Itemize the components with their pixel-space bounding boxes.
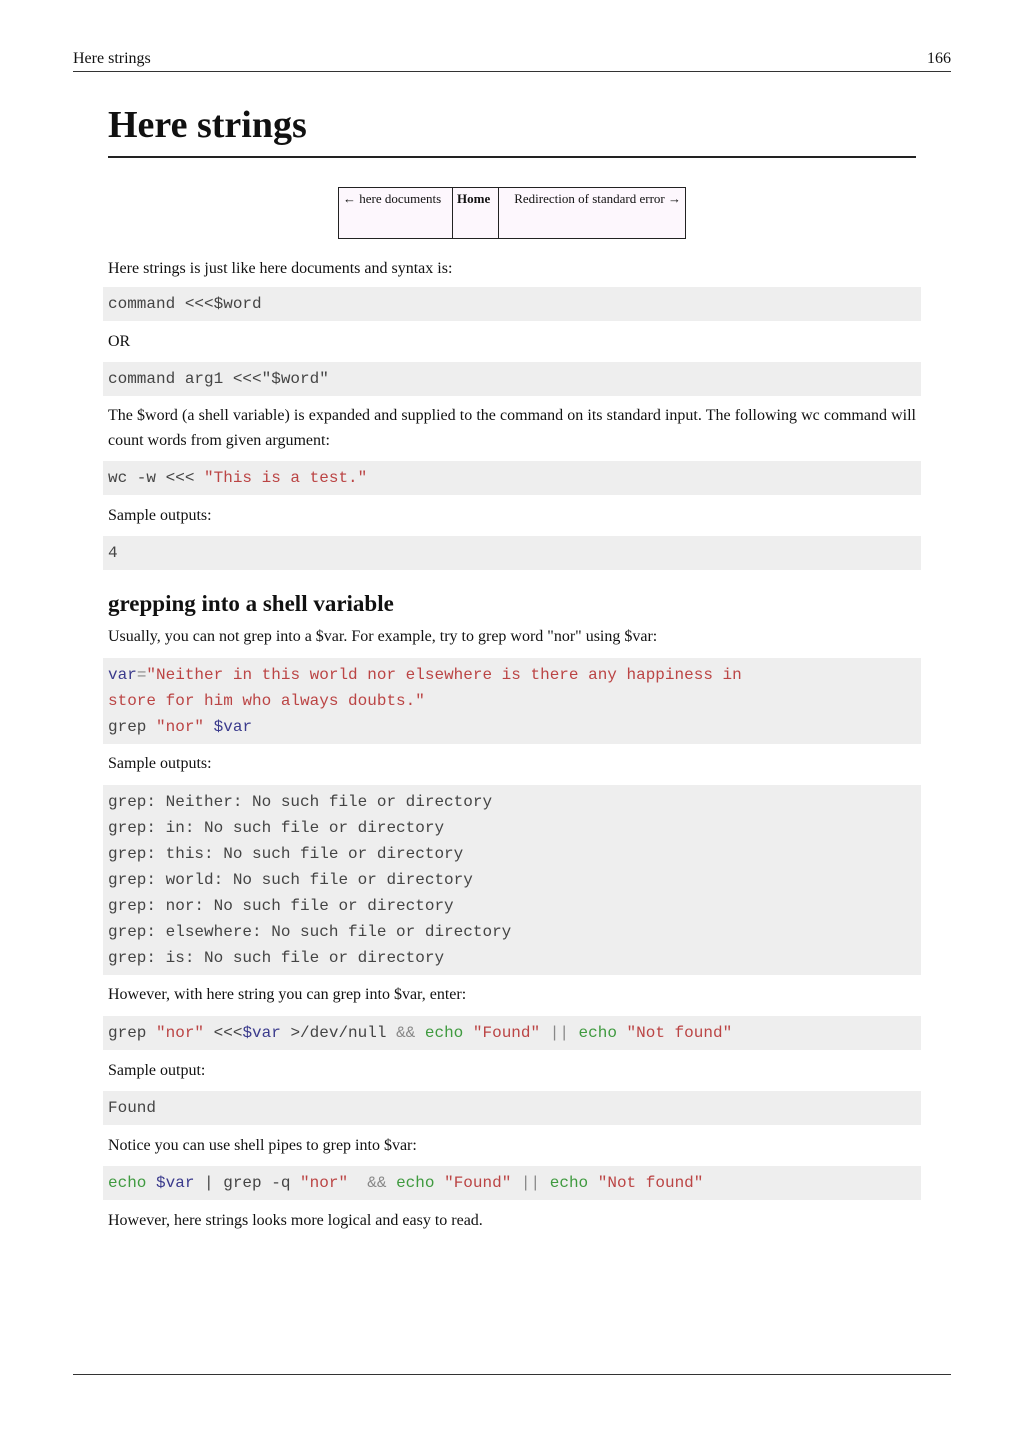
code-block-output-count <box>103 536 921 570</box>
code-string: "Not found" <box>597 1174 704 1192</box>
paragraph-sample-output: Sample output: <box>108 1062 206 1079</box>
nav-home-link[interactable]: Home <box>453 188 499 239</box>
code-pipe: | grep -q <box>194 1174 301 1192</box>
paragraph-explanation: The $word (a shell variable) is expanded and supplied to the command on its standard input. The following wc command will count words from given argument: <box>108 407 916 449</box>
code-line: grep: elsewhere: No such file or directory <box>108 923 512 941</box>
code-line: 4 <box>108 544 118 562</box>
code-variable: $var <box>156 1174 195 1192</box>
code-operator: && <box>367 1174 387 1192</box>
code-keyword: echo <box>396 1174 435 1192</box>
code-keyword: echo <box>549 1174 589 1192</box>
code-command: grep <box>108 718 157 736</box>
code-command: wc -w <<< <box>108 469 205 487</box>
page-number: 166 <box>927 50 951 67</box>
code-line: command <<<$word <box>108 295 262 313</box>
code-redirect: <<< <box>204 1024 243 1042</box>
paragraph-however: However, with here string you can grep into $var, enter: <box>108 986 467 1003</box>
page-content <box>108 102 916 1233</box>
code-operator: || <box>520 1174 541 1192</box>
navigation-table <box>338 187 686 239</box>
paragraph-notice: Notice you can use shell pipes to grep into $var: <box>108 1137 417 1154</box>
code-operator: || <box>549 1024 569 1042</box>
code-variable: var <box>108 666 137 684</box>
code-string: "Not found" <box>626 1024 733 1042</box>
code-string: "nor" <box>300 1174 349 1192</box>
code-keyword: echo <box>108 1174 147 1192</box>
paragraph-sample-outputs-2: Sample outputs: <box>108 755 212 772</box>
code-string: "nor" <box>156 1024 205 1042</box>
code-keyword: echo <box>578 1024 617 1042</box>
code-line: command arg1 <<<"$word" <box>108 370 329 388</box>
code-variable: $var <box>242 1024 281 1042</box>
code-block-syntax-arg <box>103 362 921 396</box>
code-line: grep: in: No such file or directory <box>108 819 445 837</box>
code-line: grep: this: No such file or directory <box>108 845 464 863</box>
running-header <box>73 50 951 72</box>
code-block-found <box>103 1091 921 1125</box>
code-string: store for him who always doubts." <box>108 692 425 710</box>
code-block-grep-errors <box>103 785 921 975</box>
code-block-wc <box>103 461 921 495</box>
nav-next-link[interactable]: Redirection of standard error → <box>499 188 686 239</box>
code-devnull: >/dev/null <box>280 1024 397 1042</box>
paragraph-sample-outputs: Sample outputs: <box>108 507 212 524</box>
footer-rule <box>73 1374 951 1375</box>
code-string: "nor" <box>156 718 205 736</box>
code-line: grep: Neither: No such file or directory <box>108 793 493 811</box>
code-line: grep: is: No such file or directory <box>108 949 445 967</box>
code-command: grep <box>108 1024 157 1042</box>
code-keyword: echo <box>424 1024 464 1042</box>
code-string: "Neither in this world nor elsewhere is there any happiness in <box>146 666 742 684</box>
code-line: Found <box>108 1099 157 1117</box>
running-title: Here strings <box>73 50 151 67</box>
code-block-pipe <box>103 1166 921 1200</box>
nav-prev-link[interactable]: ← here documents <box>339 188 453 239</box>
paragraph-conclusion: However, here strings looks more logical and easy to read. <box>108 1212 483 1229</box>
section-heading: grepping into a shell variable <box>108 591 394 616</box>
paragraph-usually: Usually, you can not grep into a $var. For example, try to grep word "nor" using $var: <box>108 628 658 645</box>
paragraph-intro: Here strings is just like here documents and syntax is: <box>108 260 453 277</box>
code-block-here-string-grep <box>103 1016 921 1050</box>
code-string: "Found" <box>472 1024 541 1042</box>
code-string: "This is a test." <box>204 469 368 487</box>
code-block-var <box>103 658 921 744</box>
code-variable: $var <box>213 718 253 736</box>
code-line: grep: nor: No such file or directory <box>108 897 454 915</box>
code-string: "Found" <box>444 1174 512 1192</box>
code-operator: = <box>136 666 147 684</box>
paragraph-or: OR <box>108 333 131 350</box>
code-line: grep: world: No such file or directory <box>108 871 473 889</box>
code-block-syntax <box>103 287 921 321</box>
page-title: Here strings <box>108 102 916 158</box>
code-operator: && <box>396 1024 416 1042</box>
